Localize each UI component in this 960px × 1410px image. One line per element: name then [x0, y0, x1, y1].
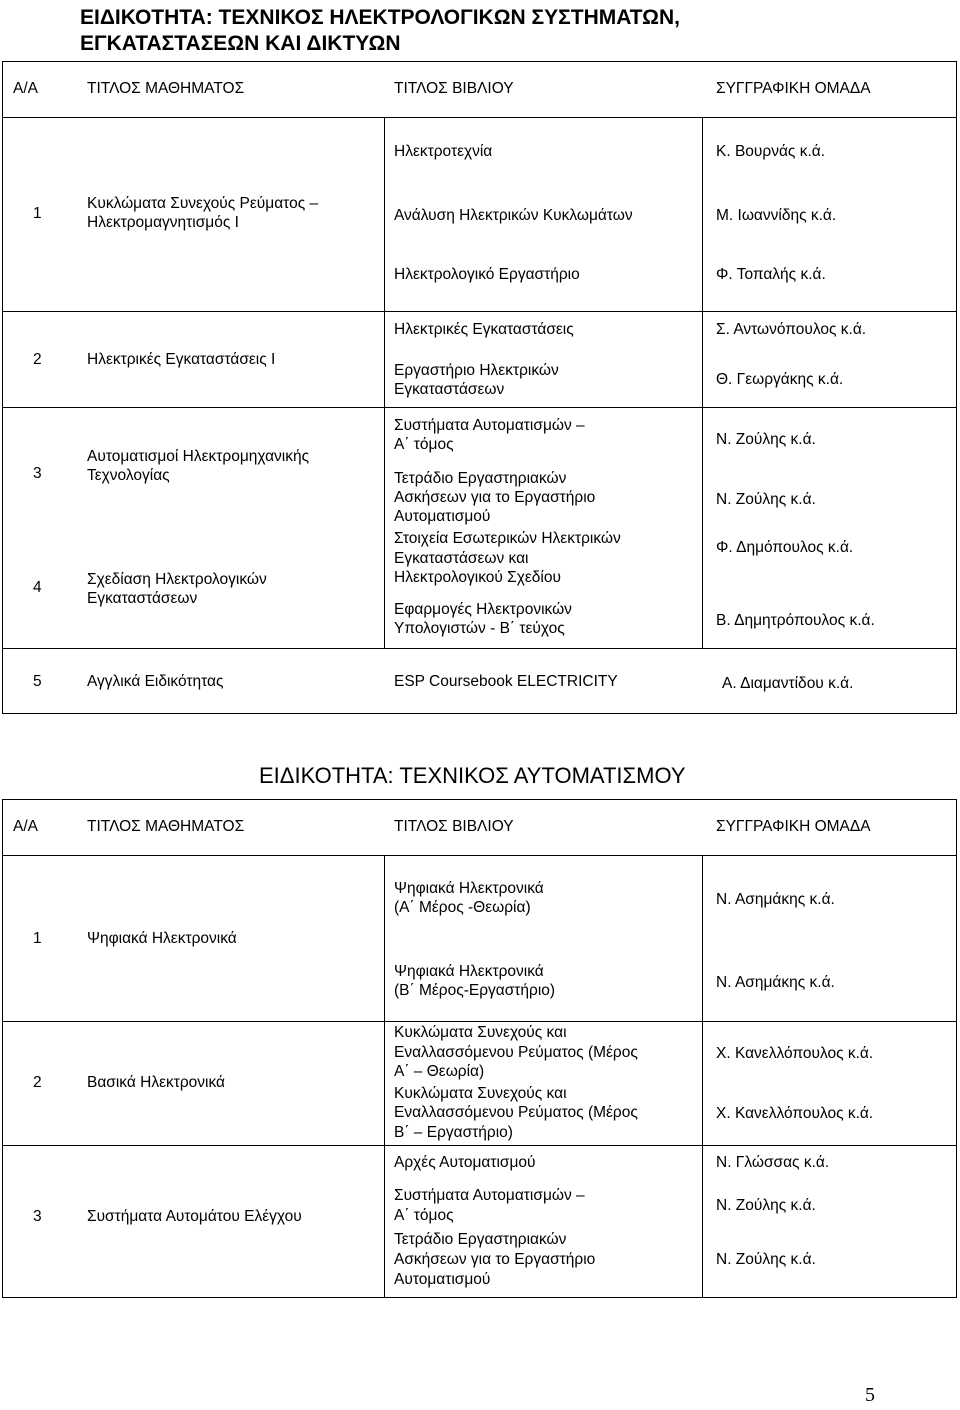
book-title-line: Αυτοματισμού [394, 508, 491, 525]
book-title-line: Ψηφιακά Ηλεκτρονικά [394, 963, 544, 980]
section-2-title: ΕΙΔΙΚΟΤΗΤΑ: ΤΕΧΝΙΚΟΣ ΑΥΤΟΜΑΤΙΣΜΟΥ [259, 763, 686, 788]
author-group: Ν. Γλώσσας κ.ά. [716, 1154, 830, 1171]
row-number: 4 [33, 579, 42, 596]
row-number: 1 [33, 930, 42, 947]
author-group: Χ. Κανελλόπουλος κ.ά. [716, 1105, 874, 1122]
book-title-line: Α΄ τόμος [394, 436, 454, 453]
header-book-title: ΤΙΤΛΟΣ ΒΙΒΛΙΟΥ [394, 80, 514, 97]
book-title-line: Συστήματα Αυτοματισμών – [394, 1187, 585, 1204]
book-title-line: Στοιχεία Εσωτερικών Ηλεκτρικών [394, 530, 621, 547]
book-title-line: (Β΄ Μέρος-Εργαστήριο) [394, 982, 556, 999]
course-title: Ψηφιακά Ηλεκτρονικά [87, 930, 237, 947]
row-number: 2 [33, 1074, 42, 1091]
row-number: 5 [33, 673, 42, 690]
book-title-line: Συστήματα Αυτοματισμών – [394, 417, 585, 434]
book-title-line: Εγκαταστάσεων [394, 381, 505, 398]
row-number: 1 [33, 205, 42, 222]
section-1-title-line-1: ΕΙΔΙΚΟΤΗΤΑ: ΤΕΧΝΙΚΟΣ ΗΛΕΚΤΡΟΛΟΓΙΚΩΝ ΣΥΣΤΗΜΑΤΩΝ, [80, 6, 680, 29]
book-title-line: Ασκήσεων για το Εργαστήριο [394, 489, 596, 506]
book-title-line: Εργαστήριο Ηλεκτρικών [394, 362, 559, 379]
book-title: Ηλεκτρικές Εγκαταστάσεις [394, 321, 574, 338]
author-group: Ν. Ασημάκης κ.ά. [716, 974, 835, 991]
header-serial: Α/Α [13, 80, 38, 97]
author-group: Ν. Ζούλης κ.ά. [716, 1197, 816, 1214]
header-course-title: ΤΙΤΛΟΣ ΜΑΘΗΜΑΤΟΣ [87, 80, 245, 97]
header-authors: ΣΥΓΓΡΑΦΙΚΗ ΟΜΑΔΑ [716, 80, 871, 97]
header-course-title: ΤΙΤΛΟΣ ΜΑΘΗΜΑΤΟΣ [87, 818, 245, 835]
row-number: 3 [33, 465, 42, 482]
course-title: Βασικά Ηλεκτρονικά [87, 1074, 226, 1091]
book-title-line: Εναλλασσόμενου Ρεύματος (Μέρος [394, 1104, 638, 1121]
author-group: Ν. Ασημάκης κ.ά. [716, 891, 835, 908]
section-1-title-line-2: ΕΓΚΑΤΑΣΤΑΣΕΩΝ ΚΑΙ ΔΙΚΤΥΩΝ [80, 32, 401, 55]
course-title: Ηλεκτρικές Εγκαταστάσεις Ι [87, 351, 276, 368]
book-title-line: Υπολογιστών - Β΄ τεύχος [394, 620, 565, 637]
author-group: Ν. Ζούλης κ.ά. [716, 431, 816, 448]
author-group: Φ. Δημόπουλος κ.ά. [716, 539, 854, 556]
book-title: Ηλεκτρολογικό Εργαστήριο [394, 266, 580, 283]
book-title-line: (Α΄ Μέρος -Θεωρία) [394, 899, 531, 916]
author-group: Μ. Ιωαννίδης κ.ά. [716, 207, 837, 224]
book-title-line: Εφαρμογές Ηλεκτρονικών [394, 601, 572, 618]
row-number: 2 [33, 351, 42, 368]
book-title-line: Α΄ τόμος [394, 1207, 454, 1224]
author-group: Β. Δημητρόπουλος κ.ά. [716, 612, 875, 629]
book-title-line: Κυκλώματα Συνεχούς και [394, 1024, 567, 1041]
author-group: Α. Διαμαντίδου κ.ά. [722, 675, 854, 692]
author-group: Ν. Ζούλης κ.ά. [716, 491, 816, 508]
book-title: Ανάλυση Ηλεκτρικών Κυκλωμάτων [394, 207, 633, 224]
book-title: Ηλεκτροτεχνία [394, 143, 493, 160]
page-number: 5 [865, 1384, 875, 1406]
book-title-line: Τετράδιο Εργαστηριακών [394, 1231, 567, 1248]
author-group: Κ. Βουρνάς κ.ά. [716, 143, 826, 160]
course-title-line: Εγκαταστάσεων [87, 590, 198, 607]
book-title-line: Β΄ – Εργαστήριο) [394, 1124, 513, 1141]
course-title-line: Αυτοματισμοί Ηλεκτρομηχανικής [87, 448, 310, 465]
author-group: Ν. Ζούλης κ.ά. [716, 1251, 816, 1268]
author-group: Χ. Κανελλόπουλος κ.ά. [716, 1045, 874, 1062]
author-group: Φ. Τοπαλής κ.ά. [716, 266, 826, 283]
book-title-line: Ηλεκτρολογικού Σχεδίου [394, 569, 561, 586]
row-number: 3 [33, 1208, 42, 1225]
course-title: Αγγλικά Ειδικότητας [87, 673, 224, 690]
course-title-line: Κυκλώματα Συνεχούς Ρεύματος – [87, 195, 319, 212]
book-title-line: Εγκαταστάσεων και [394, 550, 529, 567]
header-authors: ΣΥΓΓΡΑΦΙΚΗ ΟΜΑΔΑ [716, 818, 871, 835]
book-title-line: Εναλλασσόμενου Ρεύματος (Μέρος [394, 1044, 638, 1061]
author-group: Θ. Γεωργάκης κ.ά. [716, 371, 844, 388]
book-title-line: Τετράδιο Εργαστηριακών [394, 470, 567, 487]
book-title: Αρχές Αυτοματισμού [394, 1154, 536, 1171]
book-title-line: Κυκλώματα Συνεχούς και [394, 1085, 567, 1102]
header-serial: Α/Α [13, 818, 38, 835]
header-book-title: ΤΙΤΛΟΣ ΒΙΒΛΙΟΥ [394, 818, 514, 835]
book-title-line: Α΄ – Θεωρία) [394, 1063, 485, 1080]
course-title-line: Ηλεκτρομαγνητισμός Ι [87, 214, 239, 231]
book-title: ESP Coursebook ELECTRICITY [394, 673, 618, 690]
course-title: Συστήματα Αυτομάτου Ελέγχου [87, 1208, 302, 1225]
course-title-line: Σχεδίαση Ηλεκτρολογικών [87, 571, 267, 588]
book-title-line: Ψηφιακά Ηλεκτρονικά [394, 880, 544, 897]
course-title-line: Τεχνολογίας [87, 467, 170, 484]
author-group: Σ. Αντωνόπουλος κ.ά. [716, 321, 867, 338]
book-title-line: Ασκήσεων για το Εργαστήριο [394, 1251, 596, 1268]
book-title-line: Αυτοματισμού [394, 1271, 491, 1288]
